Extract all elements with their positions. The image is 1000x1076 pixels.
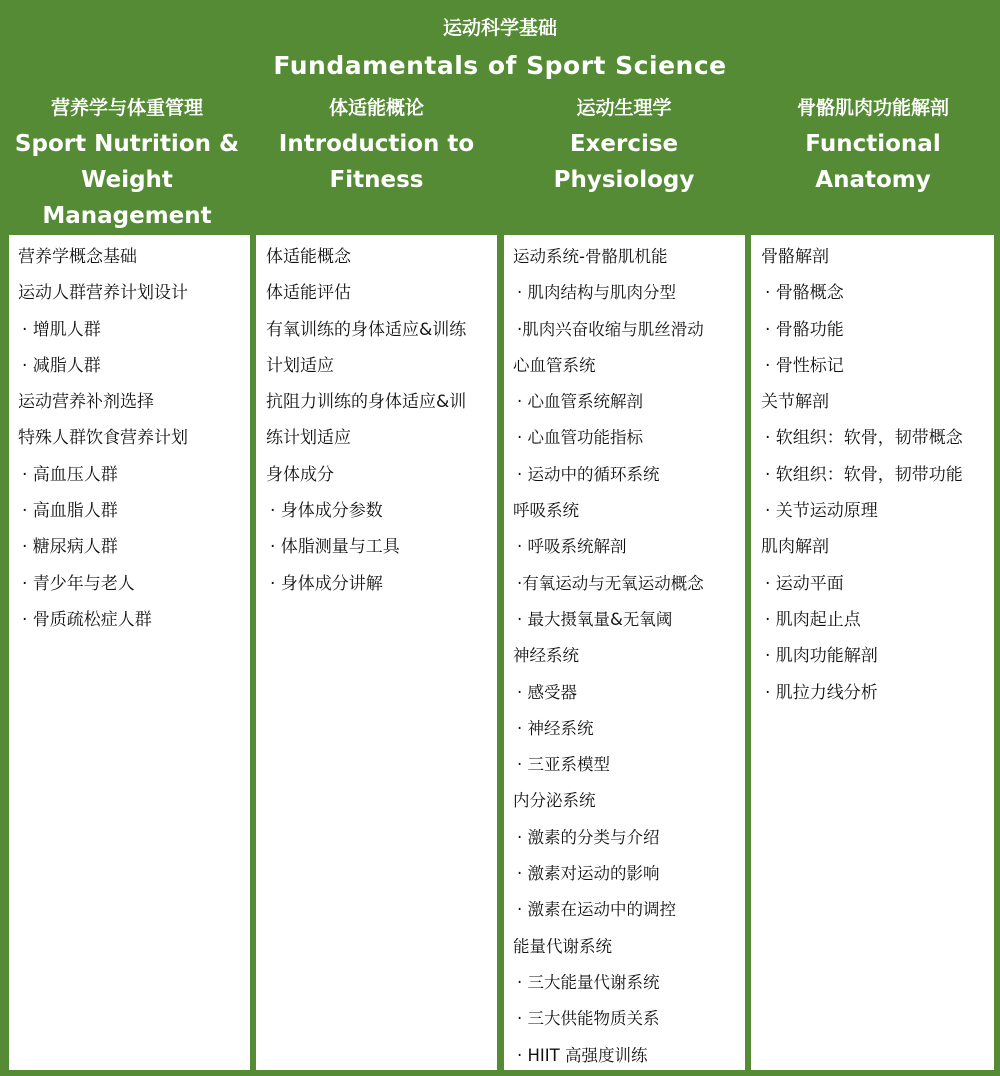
topic-item: 营养学概念基础: [18, 247, 137, 267]
subtopic-item: · 三大供能物质关系: [517, 1009, 660, 1029]
subtopic-item: · 青少年与老人: [22, 573, 135, 594]
subtopic-item: · 关节运动原理: [765, 501, 878, 522]
table-title: [0, 0, 1000, 88]
subtopic-item: · 肌肉功能解剖: [765, 646, 878, 667]
subtopic-item: · 激素对运动的影响: [517, 864, 660, 884]
column-body-fitness: [256, 235, 497, 1070]
subtopic-item: · HIIT 高强度训练: [517, 1045, 648, 1065]
subtopic-item: · 心血管系统解剖: [517, 392, 643, 412]
subtopic-item: · 软组织：软骨，韧带概念: [765, 428, 963, 449]
subtopic-item: · 运动中的循环系统: [517, 464, 660, 484]
subtopic-item: ·肌肉兴奋收缩与肌丝滑动: [517, 319, 704, 339]
column-header-chinese: 运动生理学: [576, 97, 672, 119]
topic-item: 运动系统-骨骼肌机能: [513, 247, 668, 266]
topic-item: 骨骼解剖: [761, 247, 829, 267]
topic-item: 运动人群营养计划设计: [18, 283, 188, 304]
column-header-english: Functional Anatomy: [805, 131, 941, 193]
column-header-chinese: 营养学与体重管理: [50, 97, 203, 119]
topic-list: [513, 239, 745, 1074]
topic-item: 特殊人群饮食营养计划: [18, 428, 188, 449]
subtopic-item: · 激素的分类与介绍: [517, 827, 660, 847]
column-header-english: Sport Nutrition & Weight Management: [14, 131, 240, 229]
subtopic-item: · 高血脂人群: [22, 501, 118, 522]
subtopic-item: · 三亚系模型: [517, 755, 610, 775]
subtopic-item: · 糖尿病人群: [22, 537, 118, 558]
subtopic-item: · 增肌人群: [22, 319, 101, 340]
subtopic-item: · 呼吸系统解剖: [517, 537, 627, 557]
subtopic-item: · 骨质疏松症人群: [22, 609, 152, 630]
column-header-chinese: 骨骼肌肉功能解剖: [796, 97, 949, 119]
topic-item: 计划适应: [266, 355, 334, 376]
topic-item: 能量代谢系统: [513, 936, 612, 956]
subtopic-item: · 减脂人群: [22, 355, 101, 376]
subtopic-item: · 三大能量代谢系统: [517, 972, 660, 992]
column-header-fitness: [253, 94, 500, 234]
topic-item: 练计划适应: [266, 428, 351, 449]
subtopic-item: · 运动平面: [765, 573, 844, 594]
topic-item: 心血管系统: [513, 355, 596, 375]
subtopic-item: ·有氧运动与无氧运动概念: [517, 573, 704, 593]
column-header-chinese: 体适能概论: [328, 97, 424, 119]
column-header-physiology: [500, 94, 748, 234]
subtopic-item: · 肌肉结构与肌肉分型: [517, 283, 676, 303]
topic-item: 体适能评估: [266, 283, 351, 304]
column-body-physiology: [504, 235, 745, 1070]
topic-list: [266, 239, 497, 602]
topic-item: 呼吸系统: [513, 501, 579, 521]
subtopic-item: · 身体成分讲解: [270, 573, 383, 594]
subtopic-item: · 骨骼概念: [765, 283, 844, 304]
subtopic-item: · 体脂测量与工具: [270, 537, 400, 558]
column-header-english: Introduction to Fitness: [278, 131, 475, 193]
subtopic-item: · 神经系统: [517, 718, 594, 738]
topic-item: 身体成分: [266, 464, 334, 485]
column-header-anatomy: [750, 94, 996, 234]
title-english: Fundamentals of Sport Science: [273, 51, 727, 80]
column-body-anatomy: [751, 235, 994, 1070]
column-header-nutrition: [4, 94, 250, 234]
topic-item: 神经系统: [513, 646, 579, 666]
topic-item: 有氧训练的身体适应&训练: [266, 319, 467, 340]
subtopic-item: · 心血管功能指标: [517, 428, 643, 448]
subtopic-item: · 感受器: [517, 682, 577, 702]
subtopic-item: · 身体成分参数: [270, 501, 383, 522]
topic-item: 抗阻力训练的身体适应&训: [266, 392, 467, 413]
topic-list: [761, 239, 994, 711]
subtopic-item: · 肌肉起止点: [765, 609, 861, 630]
subtopic-item: · 骨骼功能: [765, 319, 844, 340]
topic-item: 体适能概念: [266, 247, 351, 267]
column-body-nutrition: [9, 235, 250, 1070]
topic-item: 关节解剖: [761, 392, 829, 413]
topic-list: [18, 239, 250, 638]
subtopic-item: · 肌拉力线分析: [765, 682, 878, 703]
topic-item: 运动营养补剂选择: [18, 392, 154, 413]
subtopic-item: · 骨性标记: [765, 355, 844, 376]
column-header-english: Exercise Physiology: [553, 131, 695, 193]
subtopic-item: · 高血压人群: [22, 464, 118, 485]
title-chinese: 运动科学基础: [442, 17, 557, 39]
topic-item: 内分泌系统: [513, 791, 596, 811]
subtopic-item: · 软组织：软骨，韧带功能: [765, 464, 963, 485]
subtopic-item: · 激素在运动中的调控: [517, 900, 676, 920]
subtopic-item: · 最大摄氧量&无氧阈: [517, 609, 673, 629]
topic-item: 肌肉解剖: [761, 537, 829, 558]
